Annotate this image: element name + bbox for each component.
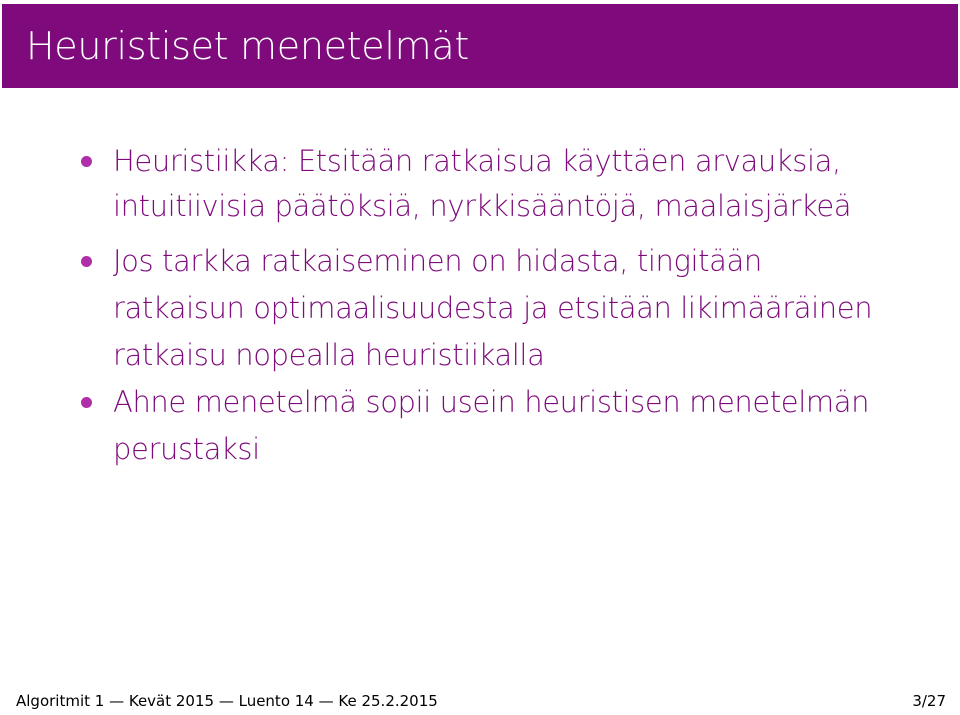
- page-number: 3/27: [912, 692, 946, 710]
- slide-title: Heuristiset menetelmät: [26, 24, 469, 68]
- bullet-line: Ahne menetelmä sopii usein heuristisen menetelmän: [113, 385, 870, 419]
- bullet-line: perustaksi: [113, 432, 260, 466]
- footer: [0, 690, 960, 715]
- bullet-icon: [81, 156, 92, 167]
- bullet-icon: [81, 256, 92, 267]
- bullet-text-1: [113, 138, 933, 230]
- bullet-line: ratkaisun optimaalisuudesta ja etsitään likimääräinen: [113, 291, 873, 325]
- bullet-text-3: [113, 379, 933, 473]
- bullet-line: Heuristiikka: Etsitään ratkaisua käyttäen arvauksia,: [113, 144, 841, 178]
- title-bar: [2, 4, 958, 88]
- footer-info: Algoritmit 1 — Kevät 2015 — Luento 14 — Ke 25.2.2015: [16, 692, 438, 710]
- bullet-line: ratkaisu nopealla heuristiikalla: [113, 338, 545, 372]
- bullet-line: Jos tarkka ratkaiseminen on hidasta, tingitään: [113, 244, 762, 278]
- bullet-line: intuitiivisia päätöksiä, nyrkkisääntöjä, maalaisjärkeä: [113, 189, 852, 223]
- bullet-icon: [81, 397, 92, 408]
- bullet-text-2: [113, 238, 933, 379]
